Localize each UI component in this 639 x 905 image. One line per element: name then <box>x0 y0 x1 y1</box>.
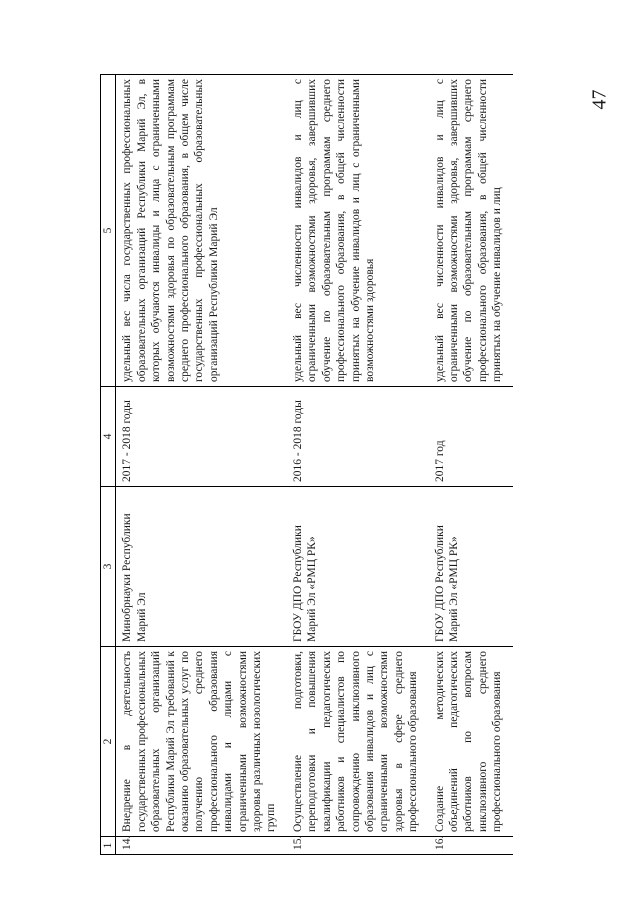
column-header-2: 2 <box>101 647 116 837</box>
period-cell: 2017 - 2018 годы <box>116 387 287 487</box>
responsible-cell: Минобрнауки Республики Марий Эл <box>116 487 287 647</box>
event-cell: Осуществление подготовки, переподготовки и повышения квалификации педагогических работников и специалистов по сопровождению инклюзивного образования инвалидов и лиц с ограниченными возможностями здоровья в сфере среднего профессионального образования <box>287 647 429 837</box>
row-number: 14. <box>116 837 287 855</box>
period-cell: 2017 год <box>429 387 513 487</box>
column-header-4: 4 <box>101 387 116 487</box>
column-header-1: 1 <box>101 837 116 855</box>
indicator-cell: удельный вес числа государственных профессиональных образовательных организаций Республики Марий Эл, в которых обучаются инвалиды и лица с ограниченными возможностями здоровья по образовательным программам среднего профессионального образования, в общем числе государственных профессиональных образовательных организаций Республики Марий Эл <box>116 75 287 387</box>
table-row <box>287 75 429 855</box>
measures-table <box>100 74 513 855</box>
indicator-cell: удельный вес численности инвалидов и лиц с ограниченными возможностями здоровья, завершивших обучение по образовательным программам среднего профессионального образования, в общей численности принятых на обучение инвалидов и лиц с ограниченными возможностями здоровья <box>287 75 429 387</box>
column-header-3: 3 <box>101 487 116 647</box>
responsible-cell: ГБОУ ДПО Республики Марий Эл «РМЦ РК» <box>287 487 429 647</box>
row-number: 16. <box>429 837 513 855</box>
responsible-cell: ГБОУ ДПО Республики Марий Эл «РМЦ РК» <box>429 487 513 647</box>
row-number: 15. <box>287 837 429 855</box>
event-cell: Создание методических объединений педагогических работников по вопросам инклюзивного среднего профессионального образования <box>429 647 513 837</box>
indicator-cell: удельный вес численности инвалидов и лиц с ограниченными возможностями здоровья, завершивших обучение по образовательным программам среднего профессионального образования, в общей численности принятых на обучение инвалидов и лиц <box>429 75 513 387</box>
period-cell: 2016 - 2018 годы <box>287 387 429 487</box>
column-header-5: 5 <box>101 75 116 387</box>
table-header-row <box>101 75 116 855</box>
table-row <box>116 75 287 855</box>
rotated-table-container <box>100 75 600 855</box>
table-row <box>429 75 513 855</box>
page-number: 47 <box>588 89 611 110</box>
event-cell: Внедрение в деятельность государственных профессиональных образовательных организаций Республики Марий Эл требований к оказанию образовательных услуг по получению среднего профессионального образования инвалидами и лицами с ограниченными возможностями здоровья различных нозологических групп <box>116 647 287 837</box>
